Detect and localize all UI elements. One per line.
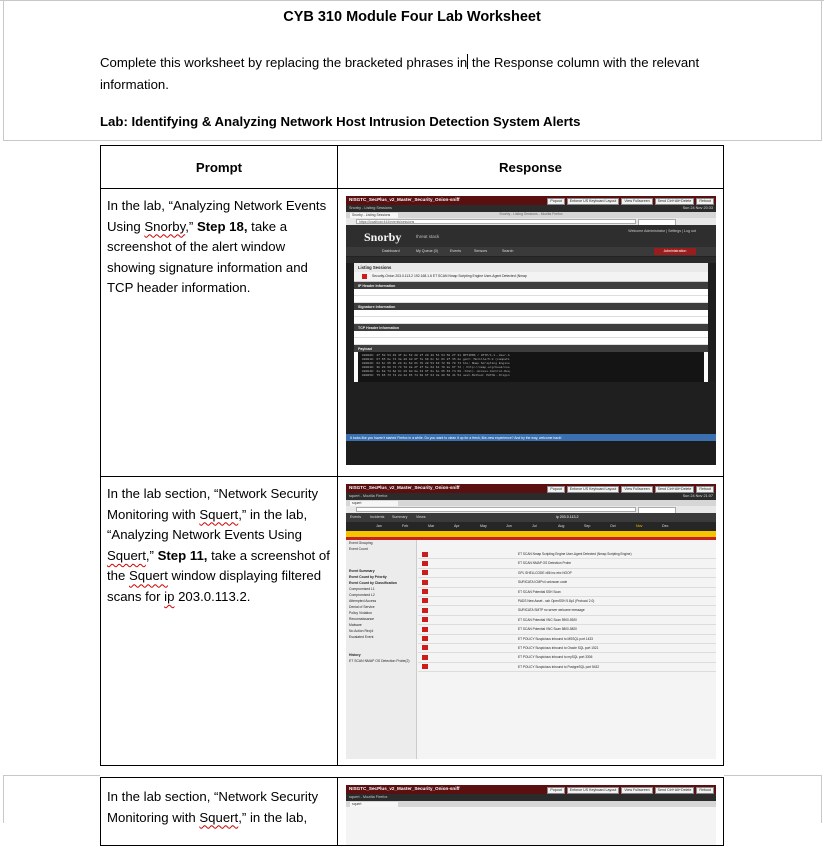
squert-tabs — [346, 513, 716, 522]
snorby-logo-sub: threat stack — [416, 234, 440, 239]
popout-button: Popout — [547, 486, 564, 493]
month-label: Jul — [532, 524, 537, 528]
prompt-cell-1[interactable] — [101, 189, 338, 477]
snorby-screenshot — [346, 196, 716, 465]
desktop-panel — [346, 493, 716, 500]
side-item: Event Count by Classification — [349, 581, 397, 585]
browser-url-bar — [346, 506, 716, 513]
table-row — [418, 569, 716, 578]
event-row-text: Security-Onion 203.0.113.2 192.168.1.6 ET SCAN Nmap Scripting Engine User-Agent Detected (Nmap — [372, 274, 527, 278]
month-label: May — [480, 524, 487, 528]
payload-line: 000010: 67 65 6e 74 3a 20 4d 6f 7a 69 6c 6c 61 2f 35 2e gent: Mozilla/5.0 (compati — [362, 358, 510, 361]
desktop-clock: Sun 24 Nov 20:33 — [682, 206, 713, 210]
page-top-rule — [0, 0, 824, 1]
month-label: Jun — [506, 524, 512, 528]
severity-badge — [362, 274, 367, 279]
prompt-column-header: Prompt — [101, 146, 338, 189]
signature-cell: ET SCAN NMAP OS Detection Probe — [518, 561, 572, 566]
table-header-spacer — [418, 540, 716, 550]
signature-cell: SURICATA SMTP no server welcome message — [518, 608, 585, 613]
month-label: Apr — [454, 524, 460, 528]
ctrl-alt-del-button: Send Ctrl+Alt+Delete — [655, 486, 695, 493]
payload-line: 000050: 75 65 73 74 2d 4d 65 74 68 6f 64 3a 20 50 41 54 uest-Method: PATCH..Origin — [362, 374, 510, 377]
response-cell-2[interactable] — [338, 477, 724, 766]
table-row — [418, 616, 716, 625]
ip-header-values — [354, 296, 708, 303]
spellcheck-word: ip — [164, 588, 175, 604]
nav-events: Events — [450, 249, 461, 253]
desktop-panel — [346, 205, 716, 212]
tab-incidents: Incidents — [370, 515, 385, 519]
table-row — [418, 663, 716, 672]
ctrl-alt-del-button: Send Ctrl+Alt+Delete — [655, 787, 695, 794]
tcp-header-columns — [354, 331, 708, 338]
ctrl-alt-del-button: Send Ctrl+Alt+Delete — [655, 198, 695, 205]
payload-line: 000040: 2e 68 74 6d 6c 29 0d 0a 43 6f 6e 6e 65 63 74 69 .html)..Access-Control-Req — [362, 370, 510, 373]
month-label: Mar — [428, 524, 435, 528]
priority-badge — [422, 589, 428, 594]
worksheet-table-continued — [100, 777, 724, 846]
side-spacer — [346, 552, 416, 568]
desktop-clock: Sun 24 Nov 21:07 — [682, 494, 713, 498]
tcp-header-bar: TCP Header Information — [354, 324, 708, 331]
snorby-header — [346, 225, 716, 247]
side-item: Event Count by Priority — [349, 575, 387, 579]
priority-badge — [422, 570, 428, 575]
window-list: squert - Mozilla Firefox — [349, 795, 388, 799]
tab-summary: Summary — [392, 515, 408, 519]
month-label: Oct — [610, 524, 616, 528]
signature-cell: GPL SHELLCODE x86 inc ebx NOOP — [518, 570, 572, 575]
response-cell-1[interactable] — [338, 189, 724, 477]
squert-events-table — [418, 540, 716, 672]
spellcheck-word: Snorby — [144, 218, 186, 234]
month-timeline — [346, 522, 716, 531]
browser-title: Snorby - Listing Sessions - Mozilla Firefox — [499, 212, 563, 216]
signature-cell: ET POLICY Suspicious inbound to Oracle SQL port 1521 — [518, 645, 599, 650]
sessions-title: Listing Sessions — [354, 263, 708, 272]
event-row — [354, 272, 708, 282]
priority-badge — [422, 608, 428, 613]
squert-body — [346, 540, 716, 759]
priority-badge — [422, 655, 428, 660]
squert-screenshot — [346, 484, 716, 759]
signature-cell: ET SCAN Potential VNC Scan 5900-5920 — [518, 617, 577, 622]
popout-button: Popout — [547, 787, 564, 794]
worksheet-title: CYB 310 Module Four Lab Worksheet — [283, 9, 541, 25]
table-row — [418, 578, 716, 587]
signature-cell: SURICATA ICMPv4 unknown code — [518, 580, 568, 585]
reboot-button: Reboot — [696, 486, 714, 493]
update-bar — [346, 531, 716, 537]
priority-badge — [422, 636, 428, 641]
signature-columns — [354, 310, 708, 317]
payload-line: 000020: 62 6c 65 3b 20 4e 6d 61 70 20 53 63 72 69 70 74 ble; Nmap Scripting Engine — [362, 362, 510, 365]
url-field: https://localhost:444/events/sessions — [356, 219, 636, 224]
table-row — [418, 550, 716, 559]
prompt-cell-2[interactable] — [101, 477, 338, 766]
signature-cell: ET POLICY Suspicious inbound to MSSQL port 1433 — [518, 636, 593, 641]
side-item: Compromised L1 — [349, 587, 375, 591]
table-row — [418, 625, 716, 634]
table-row — [418, 597, 716, 606]
priority-badge — [422, 561, 428, 566]
month-label: Aug — [558, 524, 565, 528]
prompt-text-2: In the lab section, “Network Security Monitoring with Squert,” in the lab, “Analyzing Network Events Using Squert,” Step 11, take a screenshot of the Squert window displaying filtered scans for ip 203.0.113.2. — [107, 486, 330, 604]
sessions-panel — [354, 263, 708, 382]
vm-title: NISGTC_SecPlus_v2_Master_Security_Onion-sniff — [349, 197, 460, 202]
side-item: Policy Violation — [349, 611, 372, 615]
side-item: Event Summary — [349, 569, 375, 573]
instructions-text-1: Complete this worksheet by replacing the bracketed phrases in — [100, 55, 468, 70]
signature-info-bar: Signature Information — [354, 303, 708, 310]
payload-line: 000030: 3b 20 68 74 74 70 3a 2f 2f 6e 6d 61 70 2e 6f 72 ; http://nmap.org/book/nse — [362, 366, 510, 369]
priority-badge — [422, 617, 428, 622]
side-item: Event Count — [349, 547, 368, 551]
spellcheck-word: Squert — [107, 547, 146, 563]
response-cell-3[interactable] — [338, 778, 724, 846]
window-list: squert - Mozilla Firefox — [349, 494, 388, 498]
table-row — [418, 559, 716, 568]
squert-screenshot-2 — [346, 785, 716, 845]
payload-hexdump — [358, 352, 704, 382]
priority-badge — [422, 664, 428, 669]
prompt-cell-3[interactable] — [101, 778, 338, 846]
side-item: No Action Req'd — [349, 629, 374, 633]
spellcheck-word: Squert — [129, 568, 168, 584]
payload-line: 000000: 4f 50 54 49 4f 4e 53 20 2f 20 48 54 54 50 2f 31 OPTIONS / HTTP/1.1..User-A — [362, 354, 510, 357]
keyboard-layout-button: Enforce US Keyboard Layout — [567, 486, 620, 493]
fullscreen-button: View Fullscreen — [621, 787, 652, 794]
signature-cell: ET SCAN Nmap Scripting Engine User-Agent Detected (Nmap Scripting Engine) — [518, 552, 632, 556]
side-item: Event Grouping — [349, 541, 373, 545]
table-row — [418, 588, 716, 597]
spellcheck-word: Squert — [199, 506, 239, 522]
browser-tabs — [346, 801, 716, 807]
vm-title: NISGTC_SecPlus_v2_Master_Security_Onion-sniff — [349, 485, 460, 490]
signature-cell: ET POLICY Suspicious inbound to mySQL port 3306 — [518, 655, 593, 660]
browser-tab: squert — [350, 802, 398, 807]
nav-sensors: Sensors — [474, 249, 488, 253]
priority-badge — [422, 627, 428, 632]
side-item: History — [349, 653, 361, 657]
month-label: Feb — [402, 524, 409, 528]
tcp-header-values — [354, 338, 708, 345]
spellcheck-word: Squert — [199, 809, 239, 825]
nav-search: Search — [502, 249, 514, 253]
browser-chrome — [346, 801, 716, 807]
ip-header-columns — [354, 289, 708, 296]
priority-badge — [422, 552, 428, 557]
reboot-button: Reboot — [696, 787, 714, 794]
administration-button: Administration — [654, 248, 696, 255]
side-item: Malware — [349, 623, 362, 627]
vm-buttons — [547, 787, 714, 794]
instructions-text-2: the Response column with the relevant information. — [100, 55, 700, 92]
nav-dashboard: Dashboard — [382, 249, 400, 253]
browser-chrome — [346, 212, 716, 225]
reboot-button: Reboot — [696, 198, 714, 205]
side-item: Reconnaissance — [349, 617, 375, 621]
fullscreen-button: View Fullscreen — [621, 486, 652, 493]
vm-title: NISGTC_SecPlus_v2_Master_Security_Onion-sniff — [349, 786, 460, 791]
signature-cell: ET SCAN Potential SSH Scan — [518, 589, 561, 594]
browser-url-bar — [346, 218, 716, 225]
vm-buttons — [547, 486, 714, 493]
month-label: Nov — [636, 524, 643, 528]
month-label: Sep — [584, 524, 591, 528]
fullscreen-button: View Fullscreen — [621, 198, 652, 205]
signature-cell: PADS New Asset - ssh OpenSSH 5.8p1 (Protocol 2.0) — [518, 598, 595, 603]
priority-badge — [422, 645, 428, 650]
page-left-edge-2 — [3, 775, 4, 823]
response-column-header: Response — [338, 146, 724, 189]
table-row — [418, 606, 716, 615]
priority-badge — [422, 598, 428, 603]
side-item: ET SCAN NMAP OS Detection Probe(2) — [349, 659, 410, 663]
snorby-logo: Snorby — [364, 230, 402, 244]
browser-chrome — [346, 500, 716, 513]
signature-cell: ET POLICY Suspicious inbound to PostgreSQL port 5432 — [518, 664, 600, 669]
vm-titlebar — [346, 196, 716, 205]
nav-my-queue: My Queue (0) — [416, 249, 438, 253]
prompt-text-1: In the lab, “Analyzing Network Events Using Snorby,” Step 18, take a screenshot of the alert window showing signature information and TCP header information. — [107, 198, 327, 296]
keyboard-layout-button: Enforce US Keyboard Layout — [567, 198, 620, 205]
instructions-paragraph[interactable] — [100, 52, 740, 96]
table-row — [418, 644, 716, 653]
page-background — [346, 382, 716, 434]
table-row — [418, 635, 716, 644]
vm-buttons — [547, 198, 714, 205]
ip-header-bar: IP Header Information — [354, 282, 708, 289]
tab-events: Events — [350, 515, 361, 519]
vm-titlebar — [346, 484, 716, 493]
url-field — [356, 507, 636, 512]
lab-heading: Lab: Identifying & Analyzing Network Host Intrusion Detection System Alerts — [100, 114, 581, 129]
month-label: Jan — [376, 524, 382, 528]
prompt-text-3: In the lab section, “Network Security Monitoring with Squert,” in the lab, — [107, 789, 319, 825]
page-break-gap — [100, 768, 724, 777]
signature-values — [354, 317, 708, 324]
header-separator — [3, 140, 822, 141]
squert-sidebar — [346, 540, 417, 759]
table-row — [418, 653, 716, 662]
filter-text: ip 203.0.113.2 — [556, 515, 579, 519]
desktop-panel — [346, 794, 716, 801]
month-label: Dec — [662, 524, 669, 528]
page-right-edge-2 — [821, 775, 822, 823]
signature-cell: ET SCAN Potential VNC Scan 5800-5820 — [518, 627, 577, 632]
snorby-nav — [346, 247, 716, 257]
side-item: Compromised L2 — [349, 593, 375, 597]
keyboard-layout-button: Enforce US Keyboard Layout — [567, 787, 620, 794]
snorby-welcome: Welcome Administrator | Settings | Log out — [628, 229, 696, 233]
side-item: Attempted Access — [349, 599, 377, 603]
popout-button: Popout — [547, 198, 564, 205]
firefox-refresh-notice: It looks like you haven't started Firefox in a while. Do you want to clean it up for a fresh, like-new experience? And by the way, welcome back! — [346, 434, 716, 441]
worksheet-table — [100, 145, 724, 766]
side-item: Denial of Service — [349, 605, 375, 609]
side-spacer — [346, 640, 416, 652]
priority-badge — [422, 580, 428, 585]
payload-bar: Payload — [354, 345, 708, 352]
tab-views: Views — [416, 515, 426, 519]
side-item: Escalated Event — [349, 635, 374, 639]
vm-titlebar — [346, 785, 716, 794]
browser-tab: squert — [350, 501, 398, 506]
window-list: Snorby - Listing Sessions — [349, 206, 392, 210]
browser-tab: Snorby - Listing Sessions — [350, 213, 398, 218]
